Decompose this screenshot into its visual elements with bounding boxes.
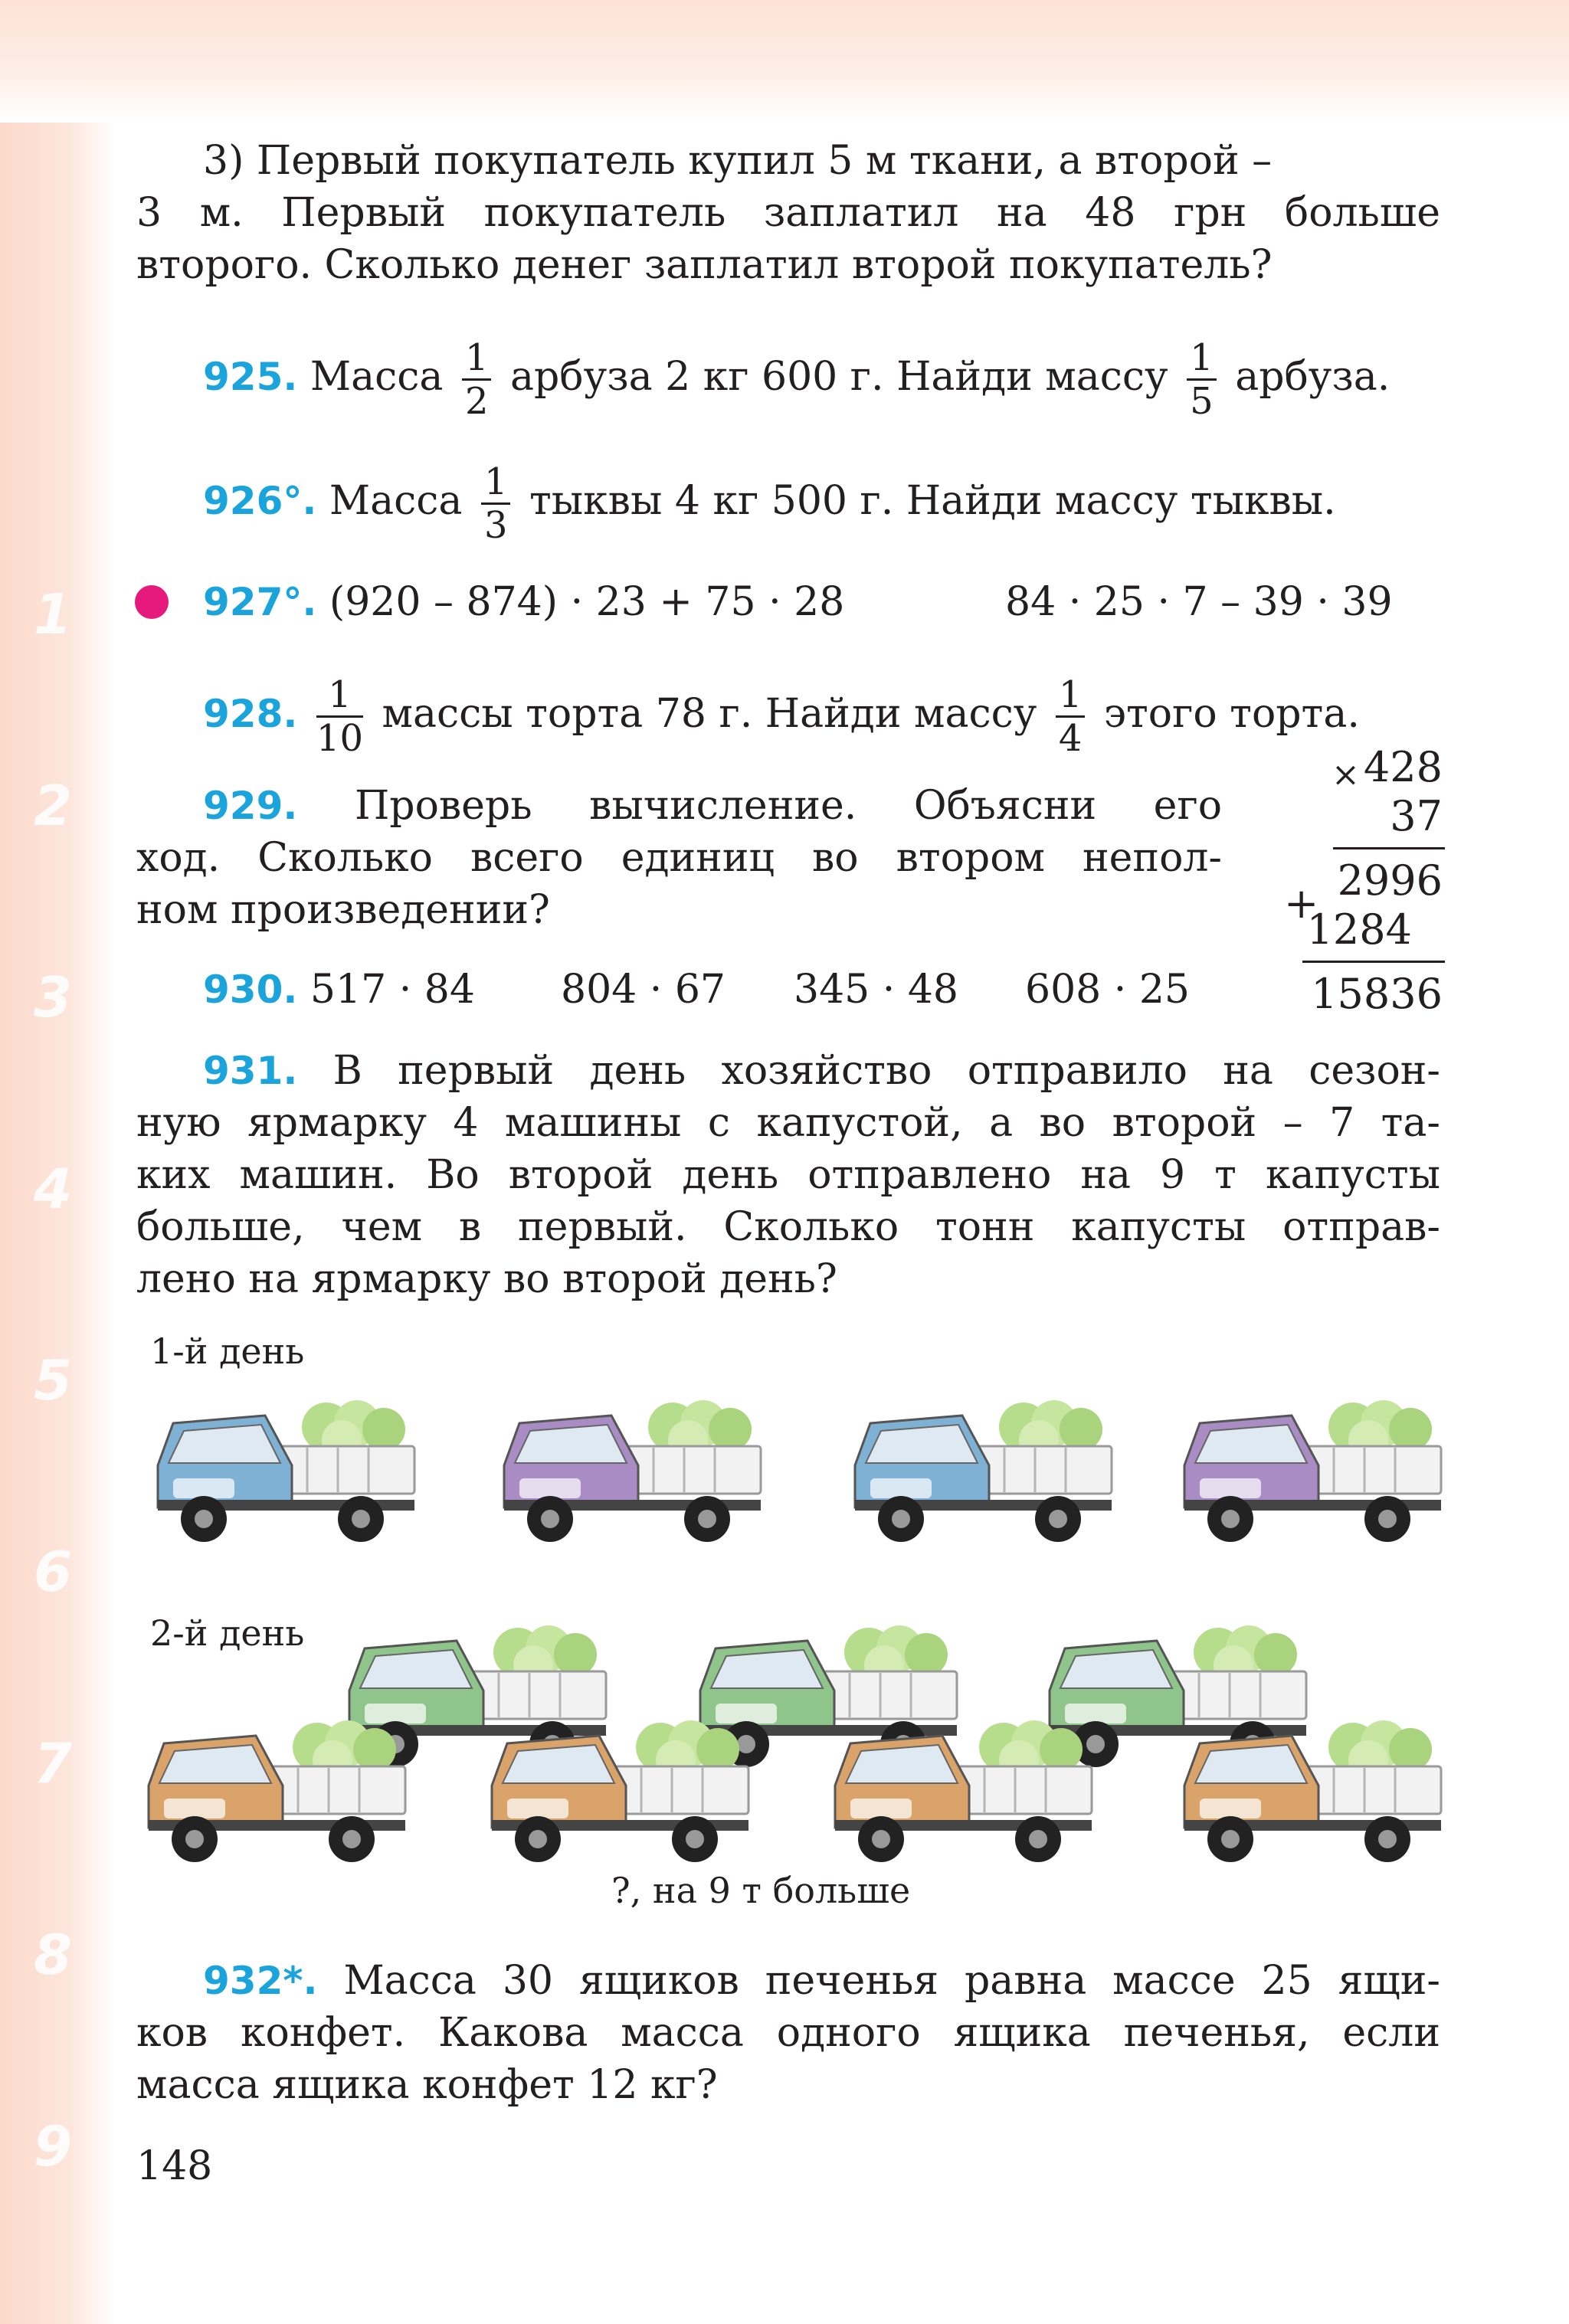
task3-line1: 3) Первый покупатель купил 5 м ткани, а второй – bbox=[203, 138, 1273, 184]
problem-text: Масса bbox=[310, 354, 444, 400]
margin-number: 4 bbox=[34, 1157, 73, 1221]
margin-number: 6 bbox=[34, 1540, 73, 1604]
problem-number: 927°. bbox=[203, 580, 317, 624]
fraction: $\frac{1}{4}$ bbox=[1056, 674, 1086, 759]
truck-day2 bbox=[827, 1713, 1096, 1874]
day1-label: 1-й день bbox=[150, 1331, 305, 1372]
fraction: $\frac{1}{10}$ bbox=[316, 673, 363, 760]
problem-931-line5: лено на ярмарку во второй день? bbox=[136, 1256, 837, 1302]
problem-928 bbox=[203, 674, 1360, 759]
margin-number: 2 bbox=[34, 774, 73, 838]
problem-932-line1: 932*. Масса 30 ящиков печенья равна массе 25 ящи- bbox=[203, 1958, 1440, 2004]
day2-label: 2-й день bbox=[150, 1612, 305, 1654]
problem-text: Масса bbox=[329, 478, 463, 524]
problem-932-line2: ков конфет. Какова масса одного ящика печенья, если bbox=[136, 2010, 1440, 2056]
expression: 84 · 25 · 7 – 39 · 39 bbox=[1005, 579, 1393, 625]
expression: (920 – 874) · 23 + 75 · 28 bbox=[329, 579, 845, 625]
problem-931-line2: ную ярмарку 4 машины с капустой, а во второй – 7 та- bbox=[136, 1100, 1440, 1146]
problem-number: 926°. bbox=[203, 479, 317, 523]
problem-931-line4: больше, чем в первый. Сколько тонн капусты отправ- bbox=[136, 1204, 1440, 1250]
fraction: $\frac{1}{3}$ bbox=[481, 461, 511, 546]
product-result: 15836 bbox=[1311, 970, 1443, 1018]
truck-day2 bbox=[141, 1713, 409, 1874]
problem-926 bbox=[203, 461, 1336, 546]
problem-text: этого торта. bbox=[1103, 691, 1360, 737]
truck-day1 bbox=[847, 1393, 1115, 1553]
margin-number: 8 bbox=[34, 1923, 73, 1987]
fraction: $\frac{1}{5}$ bbox=[1187, 337, 1217, 422]
problem-text: массы торта 78 г. Найди массу bbox=[382, 691, 1037, 737]
problem-931-line1: 931. В первый день хозяйство отправило на сезон- bbox=[203, 1048, 1440, 1094]
problem-text: тыквы 4 кг 500 г. Найди массу тыквы. bbox=[529, 478, 1336, 524]
problem-number: 932*. bbox=[203, 1959, 318, 2003]
expression: 345 · 48 bbox=[794, 967, 959, 1013]
side-decorative-strip bbox=[0, 123, 115, 2324]
plus-sign: + bbox=[1284, 879, 1319, 928]
problem-number: 928. bbox=[203, 692, 298, 736]
task3-line3: второго. Сколько денег заплатил второй покупатель? bbox=[136, 242, 1273, 288]
factor-2: 37 bbox=[1390, 792, 1443, 840]
truck-day1 bbox=[496, 1393, 765, 1553]
problem-927 bbox=[203, 576, 844, 628]
problem-number: 931. bbox=[203, 1049, 298, 1093]
factor-1: 428 bbox=[1363, 743, 1443, 791]
partial-product-1: 2996 bbox=[1337, 856, 1443, 905]
problem-931-line3: ких машин. Во второй день отправлено на 9 т капусты bbox=[136, 1152, 1440, 1198]
difficulty-bullet bbox=[135, 585, 169, 619]
problem-929-line3: ном произведении? bbox=[136, 887, 550, 933]
partial-product-2: 1284 bbox=[1306, 905, 1412, 954]
task3-line2: 3 м. Первый покупатель заплатил на 48 грн больше bbox=[136, 190, 1440, 236]
rule-line bbox=[1302, 961, 1445, 963]
times-sign: × bbox=[1332, 755, 1360, 794]
truck-day1 bbox=[1177, 1393, 1445, 1553]
fraction: $\frac{1}{2}$ bbox=[462, 337, 492, 422]
problem-930 bbox=[203, 964, 475, 1016]
problem-text: арбуза 2 кг 600 г. Найди массу bbox=[510, 354, 1168, 400]
truck-day2 bbox=[1177, 1713, 1445, 1874]
truck-day1 bbox=[150, 1393, 418, 1553]
problem-932-line3: масса ящика конфет 12 кг? bbox=[136, 2062, 718, 2108]
problem-number: 925. bbox=[203, 355, 298, 399]
problem-925 bbox=[203, 337, 1390, 422]
rule-line bbox=[1333, 847, 1445, 849]
problem-text: арбуза. bbox=[1235, 354, 1390, 400]
margin-number: 1 bbox=[34, 582, 73, 646]
expression: 804 · 67 bbox=[561, 967, 726, 1013]
page-number: 148 bbox=[136, 2143, 213, 2189]
question-label: ?, на 9 т больше bbox=[611, 1870, 911, 1911]
margin-number: 5 bbox=[34, 1348, 73, 1412]
expression: 608 · 25 bbox=[1025, 967, 1191, 1013]
top-decorative-band bbox=[0, 0, 1569, 123]
margin-number: 3 bbox=[34, 965, 73, 1029]
margin-number: 7 bbox=[34, 1731, 73, 1795]
margin-number: 9 bbox=[34, 2114, 73, 2178]
truck-day2 bbox=[484, 1713, 752, 1874]
problem-number: 929. bbox=[203, 784, 298, 828]
problem-number: 930. bbox=[203, 967, 298, 1012]
expression: 517 · 84 bbox=[310, 967, 475, 1013]
problem-929-line2: ход. Сколько всего единиц во втором непол- bbox=[136, 835, 1222, 881]
problem-929-line1: 929. Проверь вычисление. Объясни его bbox=[203, 783, 1223, 829]
